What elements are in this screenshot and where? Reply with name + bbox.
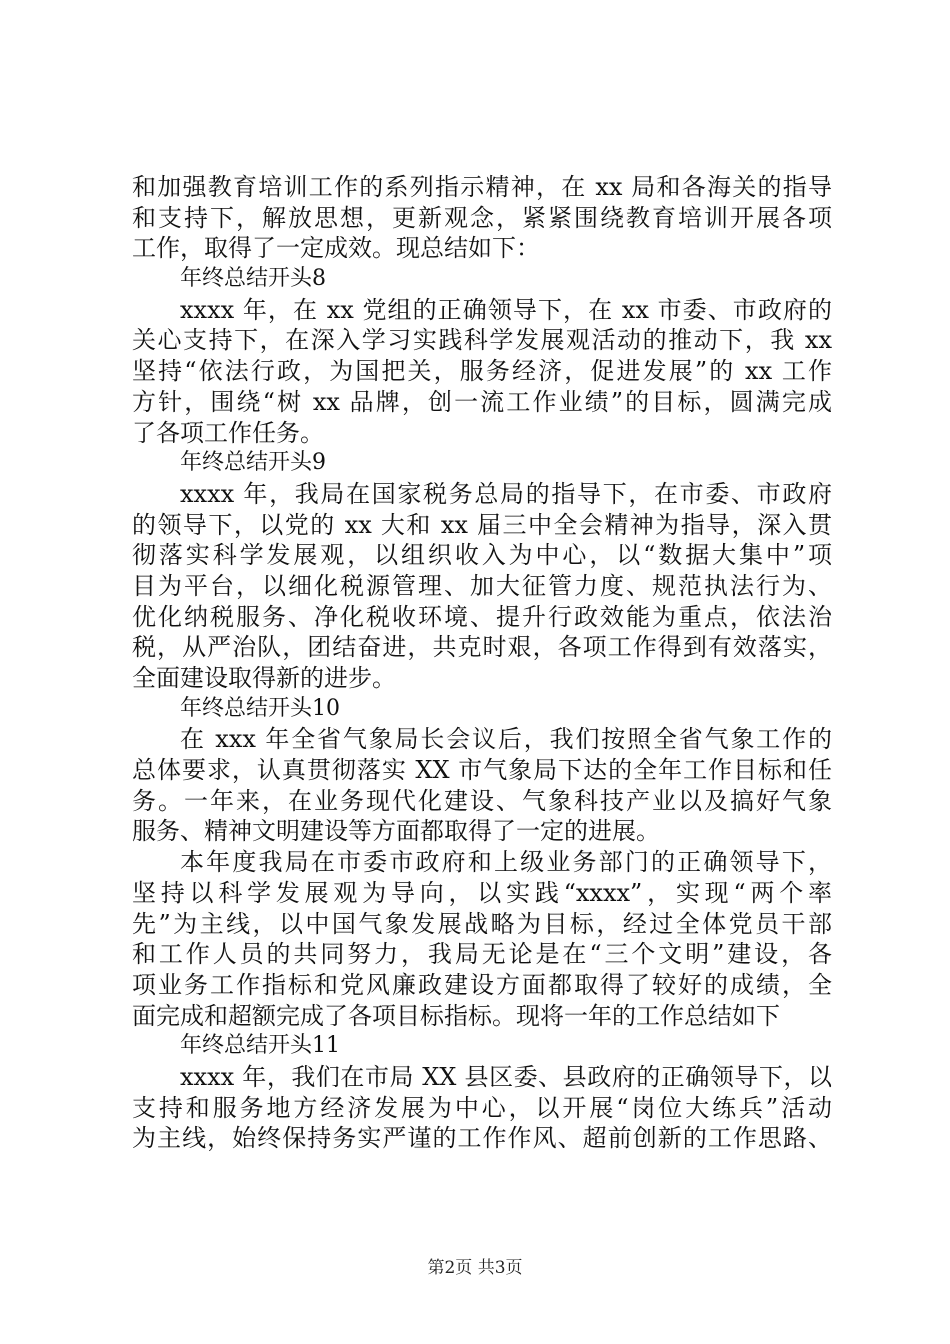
section-heading: 年终总结开头8 bbox=[180, 266, 326, 292]
section-heading: 年终总结开头10 bbox=[180, 695, 340, 721]
body-line: 关心支持下，在深入学习实践科学发展观活动的推动下，我 xx bbox=[132, 326, 832, 355]
body-line: xxxx 年，我们在市局 XX 县区委、县政府的正确领导下，以 bbox=[180, 1062, 832, 1091]
body-line: xxxx 年，在 xx 党组的正确领导下，在 xx 市委、市政府的 bbox=[180, 295, 832, 324]
body-line: 优化纳税服务、净化税收环境、提升行政效能为重点，依法治 bbox=[132, 602, 832, 631]
body-line: 坚持以科学发展观为导向，以实践“xxxx”，实现“两个率 bbox=[132, 878, 832, 907]
body-line: 坚持“依法行政，为国把关，服务经济，促进发展”的 xx 工作 bbox=[132, 357, 832, 386]
body-line: 务。一年来，在业务现代化建设、气象科技产业以及搞好气象 bbox=[132, 786, 832, 815]
body-line: 服务、精神文明建设等方面都取得了一定的进展。 bbox=[132, 817, 660, 846]
body-line: 项业务工作指标和党风廉政建设方面都取得了较好的成绩，全 bbox=[132, 970, 832, 999]
body-line: 工作，取得了一定成效。现总结如下： bbox=[132, 234, 540, 263]
section-heading: 年终总结开头9 bbox=[180, 450, 326, 476]
body-line: 和支持下，解放思想，更新观念，紧紧围绕教育培训开展各项 bbox=[132, 203, 832, 232]
section-heading: 年终总结开头11 bbox=[180, 1033, 340, 1059]
body-line: 本年度我局在市委市政府和上级业务部门的正确领导下， bbox=[180, 848, 832, 877]
body-line: 面完成和超额完成了各项目标指标。现将一年的工作总结如下 bbox=[132, 1001, 780, 1030]
body-line: 和加强教育培训工作的系列指示精神，在 xx 局和各海关的指导 bbox=[132, 173, 832, 201]
body-line: 方针，围绕“树 xx 品牌，创一流工作业绩”的目标，圆满完成 bbox=[132, 387, 832, 416]
body-line: 和工作人员的共同努力，我局无论是在“三个文明”建设，各 bbox=[132, 940, 832, 969]
body-line: 彻落实科学发展观，以组织收入为中心，以“数据大集中”项 bbox=[132, 541, 832, 570]
body-line: 目为平台，以细化税源管理、加大征管力度、规范执法行为、 bbox=[132, 571, 832, 600]
body-line: xxxx 年，我局在国家税务总局的指导下，在市委、市政府 bbox=[180, 479, 832, 508]
body-line: 税，从严治队，团结奋进，共克时艰，各项工作得到有效落实， bbox=[132, 633, 832, 662]
body-line: 支持和服务地方经济发展为中心，以开展“岗位大练兵”活动 bbox=[132, 1093, 832, 1122]
body-line: 总体要求，认真贯彻落实 XX 市气象局下达的全年工作目标和任 bbox=[132, 756, 832, 785]
body-line: 先”为主线，以中国气象发展战略为目标，经过全体党员干部 bbox=[132, 909, 832, 938]
body-line: 全面建设取得新的进步。 bbox=[132, 664, 396, 692]
body-line: 了各项工作任务。 bbox=[132, 418, 324, 447]
page-footer bbox=[0, 1253, 950, 1278]
document-body bbox=[132, 172, 832, 1154]
body-line: 在 xxx 年全省气象局长会议后，我们按照全省气象工作的 bbox=[180, 725, 832, 754]
page-number: 第2页 共3页 bbox=[427, 1258, 523, 1278]
body-line: 的领导下，以党的 xx 大和 xx 届三中全会精神为指导，深入贯 bbox=[132, 510, 832, 539]
body-line: 为主线，始终保持务实严谨的工作作风、超前创新的工作思路、 bbox=[132, 1124, 832, 1153]
